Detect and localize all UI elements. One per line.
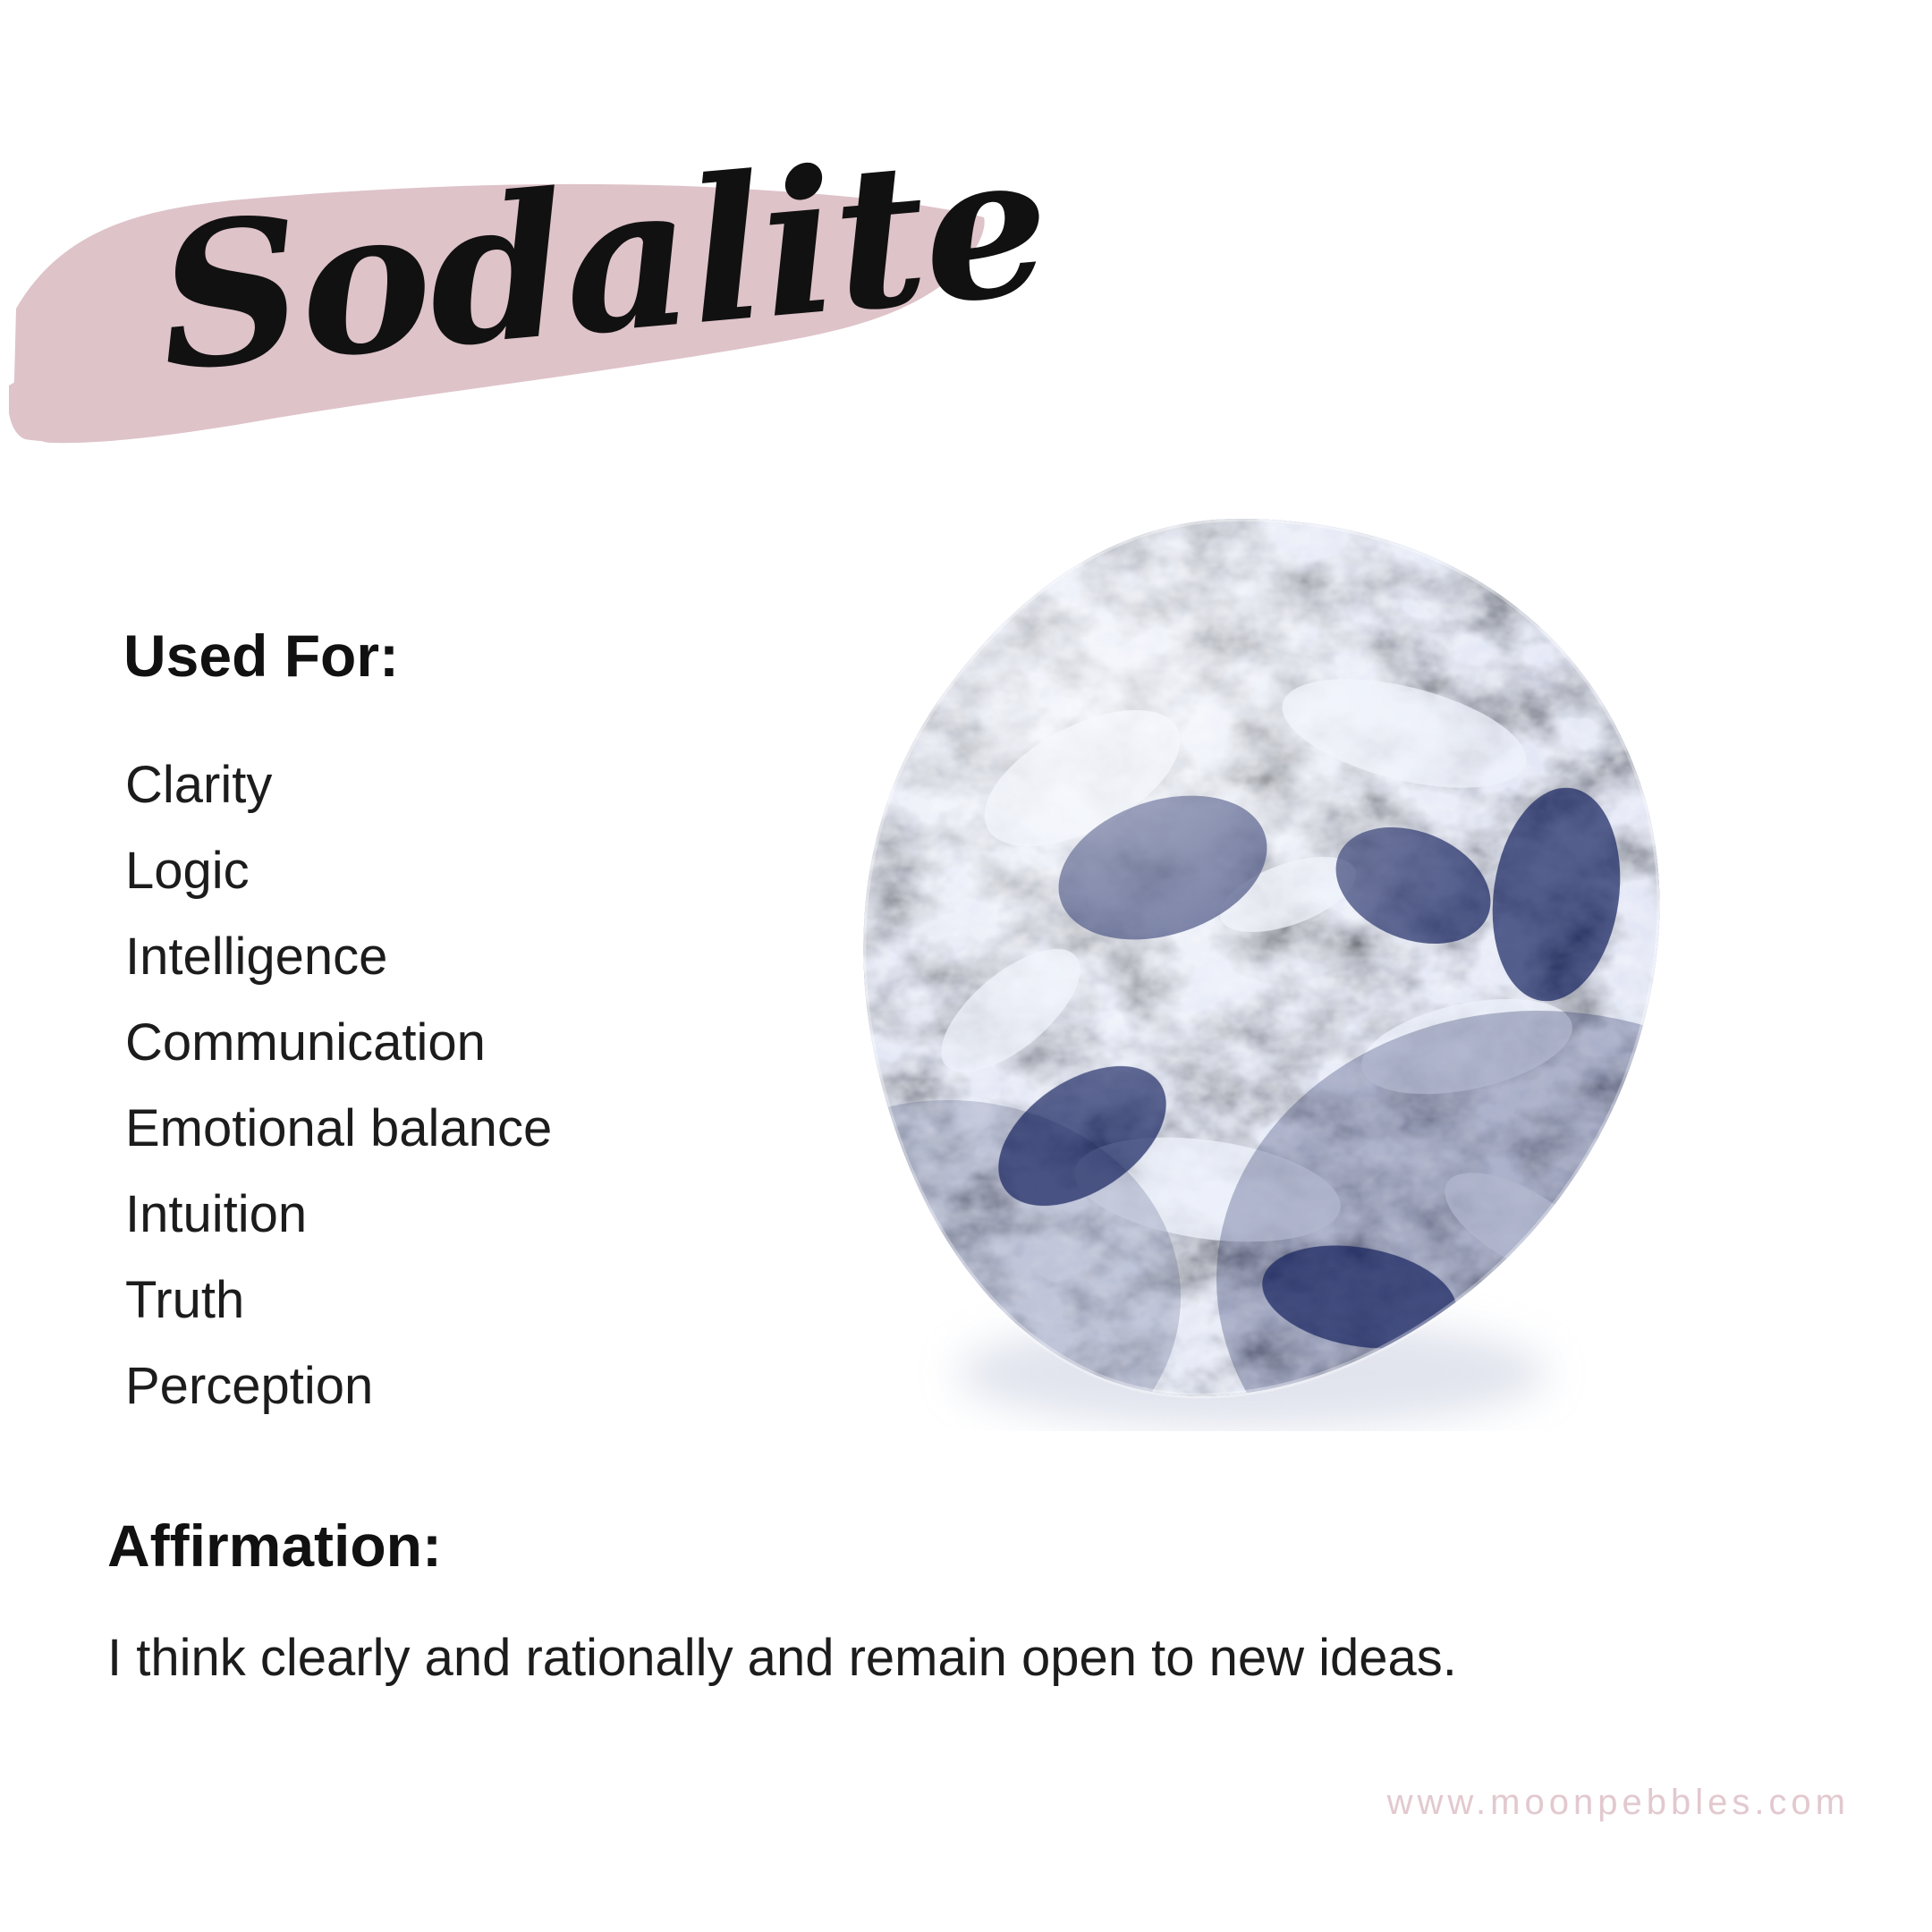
used-for-heading: Used For: (123, 623, 400, 689)
stone-body (787, 510, 1690, 1431)
affirmation-heading: Affirmation: (107, 1513, 442, 1579)
list-item: Logic (125, 842, 250, 900)
list-item: Communication (125, 1013, 486, 1072)
website-url: www.moonpebbles.com (1386, 1783, 1850, 1822)
list-item: Intelligence (125, 928, 388, 986)
affirmation-text: I think clearly and rationally and remain open to new ideas. (107, 1629, 1457, 1687)
list-item: Truth (125, 1271, 245, 1329)
list-item: Emotional balance (125, 1099, 553, 1157)
list-item: Intuition (125, 1185, 308, 1243)
list-item: Clarity (125, 756, 273, 814)
page-title: Sodalite (149, 106, 1056, 415)
used-for-list (125, 742, 552, 1429)
list-item: Perception (125, 1357, 374, 1415)
title-block (0, 106, 1056, 514)
sodalite-stone-image (787, 510, 1690, 1431)
sodalite-stone-graphic (787, 510, 1690, 1431)
